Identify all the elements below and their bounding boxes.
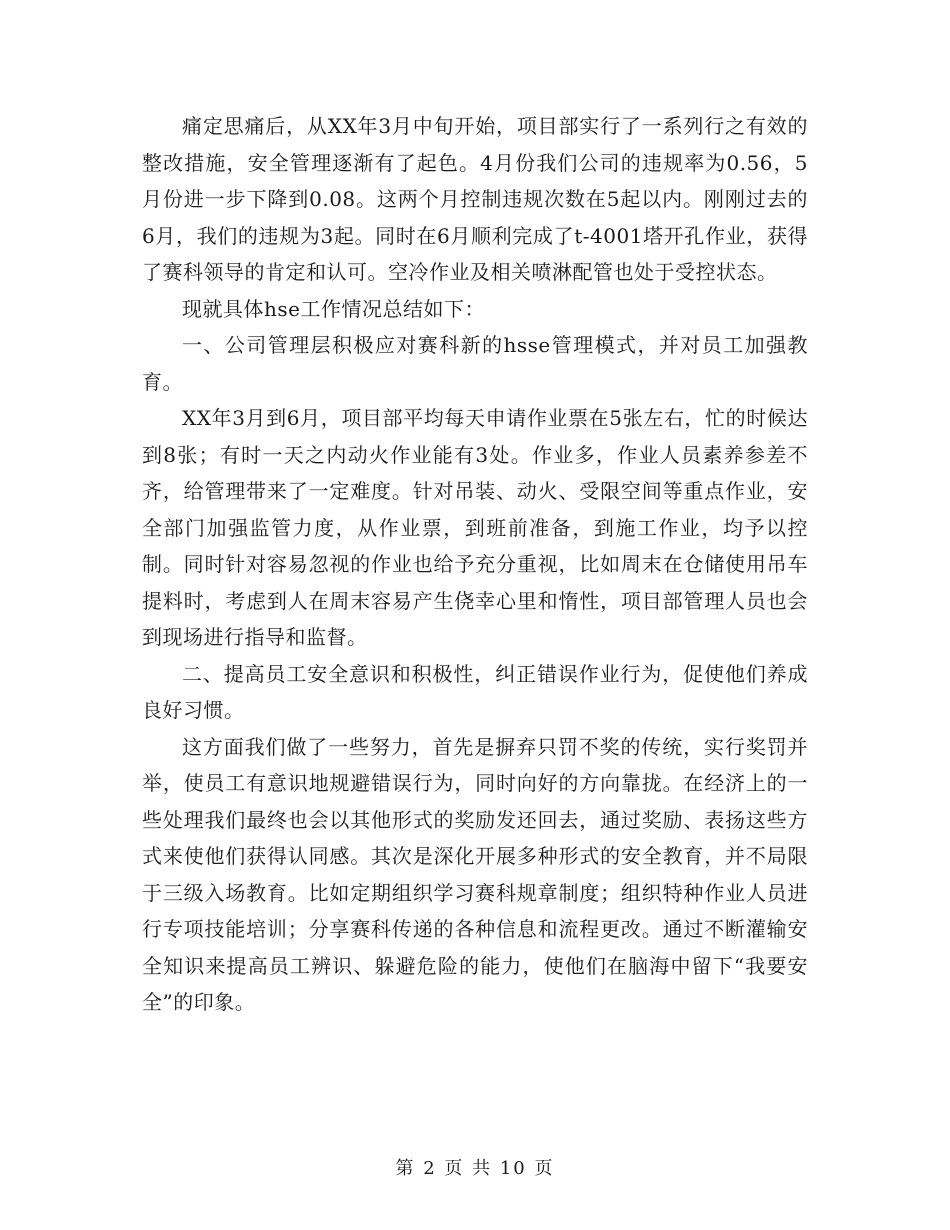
paragraph-4: 这方面我们做了一些努力，首先是摒弃只罚不奖的传统，实行奖罚并举，使员工有意识地规避错误行为，同时向好的方向靠拢。在经济上的一些处理我们最终也会以其他形式的奖励发还回去，通过奖励、表扬这些方式来使他们获得认同感。其次是深化开展多种形式的安全教育，并不局限于三级入场教育。比如定期组织学习赛科规章制度；组织特种作业人员进行专项技能培训；分享赛科传递的各种信息和流程更改。通过不断灌输安全知识来提高员工辨识、躲避危险的能力，使他们在脑海中留下“我要安全”的印象。 xyxy=(142,734,808,1014)
paragraph-2: 现就具体hse工作情况总结如下： xyxy=(182,296,485,321)
section-heading-1: 一、公司管理层积极应对赛科新的hsse管理模式，并对员工加强教育。 xyxy=(142,333,808,394)
section-heading-2: 二、提高员工安全意识和积极性，纠正错误作业行为，促使他们养成良好习惯。 xyxy=(142,661,808,722)
page-number-footer: 第 2 页 共 10 页 xyxy=(395,1158,555,1179)
paragraph-3: XX年3月到6月，项目部平均每天申请作业票在5张左右，忙的时候达到8张；有时一天之内动火作业能有3处。作业多，作业人员素养参差不齐，给管理带来了一定难度。针对吊装、动火、受限空间等重点作业，安全部门加强监管力度，从作业票，到班前准备，到施工作业，均予以控制。同时针对容易忽视的作业也给予充分重视，比如周末在仓储使用吊车提料时，考虑到人在周末容易产生侥幸心里和惰性，项目部管理人员也会到现场进行指导和监督。 xyxy=(142,406,808,649)
paragraph-1: 痛定思痛后，从XX年3月中旬开始，项目部实行了一系列行之有效的整改措施，安全管理逐渐有了起色。4月份我们公司的违规率为0.56，5月份进一步下降到0.08。这两个月控制违规次数在5起以内。刚刚过去的6月，我们的违规为3起。同时在6月顺利完成了t-4001塔开孔作业，获得了赛科领导的肯定和认可。空冷作业及相关喷淋配管也处于受控状态。 xyxy=(142,114,808,284)
body-text xyxy=(142,108,808,1021)
